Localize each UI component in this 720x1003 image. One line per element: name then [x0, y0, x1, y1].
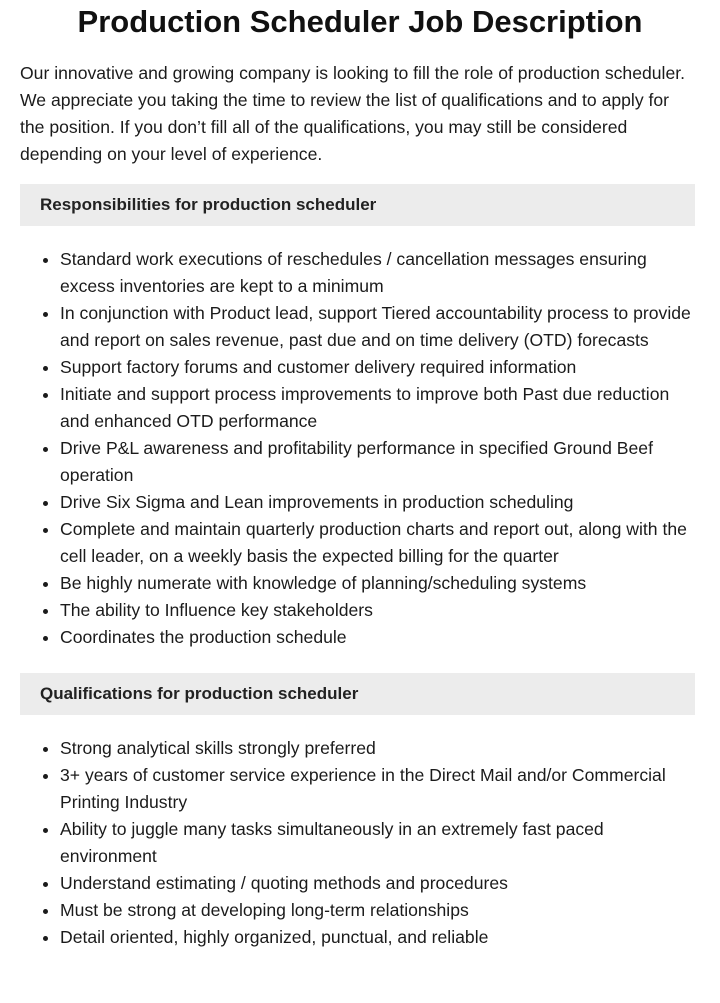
page-title: Production Scheduler Job Description	[77, 4, 643, 39]
qualifications-heading: Qualifications for production scheduler	[20, 673, 695, 715]
intro-paragraph: Our innovative and growing company is looking to fill the role of production scheduler. We appreciate you taking the time to review the list of qualifications and to apply for the position. If you don’t fill all of the qualifications, you may still be considered depending on your level of experience.	[20, 63, 686, 164]
responsibilities-heading: Responsibilities for production scheduler	[20, 184, 695, 226]
list-item: • Strong analytical skills strongly preferred	[60, 735, 695, 762]
list-item: • Drive P&L awareness and profitability performance in specified Ground Beef operation	[60, 435, 695, 489]
list-item: • Ability to juggle many tasks simultaneously in an extremely fast paced environment	[60, 816, 695, 870]
qualifications-list	[20, 735, 695, 951]
list-item: • Standard work executions of reschedules / cancellation messages ensuring excess inventories are kept to a minimum	[60, 246, 695, 300]
list-item: • In conjunction with Product lead, support Tiered accountability process to provide and report on sales revenue, past due and on time delivery (OTD) forecasts	[60, 300, 695, 354]
list-item: • Initiate and support process improvements to improve both Past due reduction and enhanced OTD performance	[60, 381, 695, 435]
responsibilities-list	[20, 246, 695, 651]
list-item: • Complete and maintain quarterly production charts and report out, along with the cell leader, on a weekly basis the expected billing for the quarter	[60, 516, 695, 570]
list-item: • Understand estimating / quoting methods and procedures	[60, 870, 695, 897]
list-item: • The ability to Influence key stakeholders	[60, 597, 695, 624]
list-item: • Detail oriented, highly organized, punctual, and reliable	[60, 924, 695, 951]
list-item: • Coordinates the production schedule	[60, 624, 695, 651]
list-item: • Support factory forums and customer delivery required information	[60, 354, 695, 381]
list-item: • 3+ years of customer service experience in the Direct Mail and/or Commercial Printing Industry	[60, 762, 695, 816]
list-item: • Be highly numerate with knowledge of planning/scheduling systems	[60, 570, 695, 597]
list-item: • Must be strong at developing long-term relationships	[60, 897, 695, 924]
list-item: • Drive Six Sigma and Lean improvements in production scheduling	[60, 489, 695, 516]
